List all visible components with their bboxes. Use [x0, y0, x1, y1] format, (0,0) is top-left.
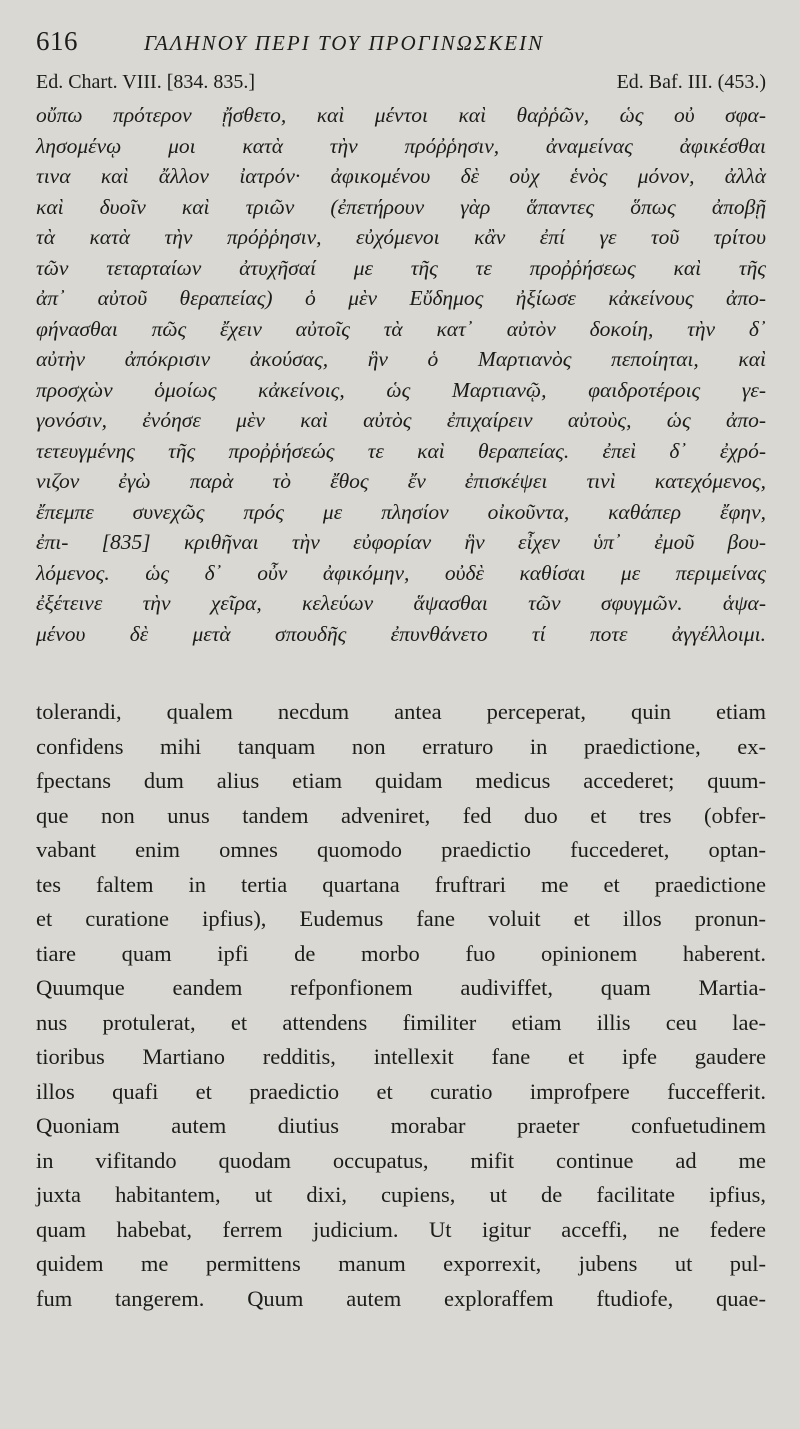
latin-text-line: fum tangerem. Quum autem exploraffem ftudiofe, quae- — [36, 1285, 766, 1311]
edition-reference-right: Ed. Baf. III. (453.) — [616, 71, 766, 93]
latin-text-line: tolerandi, qualem necdum antea perceperat, quin etiam — [36, 699, 766, 724]
greek-text-line: λόμενος. ὡς δ᾿ οὖν ἀφικόμην, οὐδὲ καθίσαι με περιμείνας — [36, 560, 766, 585]
greek-text-line: τινα καὶ ἄλλον ἰατρόν· ἀφικομένου δὲ οὐχ ἑνὸς μόνον, ἀλλὰ — [36, 164, 766, 188]
greek-text-line: ἐξέτεινε τὴν χεῖρα, κελεύων ἅψασθαι τῶν σφυγμῶν. ἁψα- — [36, 591, 766, 615]
latin-text-line: nus protulerat, et attendens fimiliter etiam illis ceu lae- — [36, 1009, 766, 1035]
greek-text-line: ἀπ᾿ αὐτοῦ θεραπείας) ὁ μὲν Εὔδημος ἠξίωσε κἀκείνους ἀπο- — [36, 286, 766, 310]
greek-text-line: φήνασθαι πῶς ἔχειν αὐτοῖς τὰ κατ᾿ αὐτὸν δοκοίη, τὴν δ᾿ — [36, 316, 766, 341]
latin-text-line: juxta habitantem, ut dixi, cupiens, ut de facilitate ipfius, — [36, 1182, 766, 1207]
greek-text-line: ἐπι- [835] κριθῆναι τὴν εὐφορίαν ἣν εἶχεν ὑπ᾿ ἐμοῦ βου- — [36, 530, 766, 554]
greek-text-line: ἔπεμπε συνεχῶς πρός με πλησίον οἰκοῦντα, καθάπερ ἔφην, — [36, 499, 766, 524]
latin-text-line: confidens mihi tanquam non erraturo in praedictione, ex- — [36, 733, 766, 759]
latin-text-line: quidem me permittens manum exporrexit, jubens ut pul- — [36, 1251, 766, 1276]
greek-text-line: τετευγμένης τῆς προῤῥήσεώς τε καὶ θεραπείας. ἐπεὶ δ᾿ ἐχρό- — [36, 438, 766, 463]
greek-text-line: οὔπω πρότερον ᾔσθετο, καὶ μέντοι καὶ θαῤῥῶν, ὡς οὐ σφα- — [36, 103, 766, 127]
latin-text-line: Quumque eandem refponfionem audiviffet, quam Martia- — [36, 975, 766, 1000]
latin-text-line: fpectans dum alius etiam quidam medicus accederet; quum- — [36, 768, 766, 793]
greek-text-line: καὶ δυοῖν καὶ τριῶν (ἐπετήρουν γὰρ ἅπαντες ὅπως ἀποβῇ — [36, 194, 766, 219]
latin-text-line: que non unus tandem adveniret, fed duo et tres (obfer- — [36, 802, 766, 828]
latin-text-line: quam habebat, ferrem judicium. Ut igitur acceffi, ne federe — [36, 1216, 766, 1242]
greek-text-line: προσχὼν ὁμοίως κἀκείνοις, ὡς Μαρτιανῷ, φαιδροτέροις γε- — [36, 377, 766, 402]
latin-text-line: tes faltem in tertia quartana fruftrari me et praedictione — [36, 871, 766, 897]
latin-text-line: tioribus Martiano redditis, intellexit fane et ipfe gaudere — [36, 1044, 766, 1069]
greek-text-line: μένου δὲ μετὰ σπουδῆς ἐπυνθάνετο τί ποτε ἀγγέλλοιμι. — [36, 621, 766, 646]
running-title: ΓΑΛΗΝΟΥ ΠΕΡΙ ΤΟΥ ΠΡΟΓΙΝΩΣΚΕΙΝ — [144, 31, 545, 55]
greek-text-line: αὐτὴν ἀπόκρισιν ἀκούσας, ἣν ὁ Μαρτιανὸς πεποίηται, καὶ — [36, 347, 766, 371]
greek-text-line: νιζον ἐγὼ παρὰ τὸ ἔθος ἔν ἐπισκέψει τινὶ κατεχόμενος, — [36, 469, 766, 493]
running-head — [36, 26, 766, 66]
edition-reference-left: Ed. Chart. VIII. [834. 835.] — [36, 71, 256, 93]
page-number: 616 — [36, 26, 78, 56]
edition-line — [36, 68, 766, 96]
greek-text-line: γονόσιν, ἐνόησε μὲν καὶ αὐτὸς ἐπιχαίρειν αὐτοὺς, ὡς ἀπο- — [36, 408, 766, 432]
latin-text-line: et curatione ipfius), Eudemus fane voluit et illos pronun- — [36, 906, 766, 931]
latin-text-line: tiare quam ipfi de morbo fuo opinionem haberent. — [36, 940, 766, 966]
latin-text-block — [36, 695, 766, 1316]
latin-text-line: illos quafi et praedictio et curatio improfpere fucceffеrit. — [36, 1078, 766, 1104]
greek-text-line: λησομένῳ μοι κατὰ τὴν πρόῤῥησιν, ἀναμείνας ἀφικέσθαι — [36, 133, 766, 158]
greek-text-line: τὰ κατὰ τὴν πρόῤῥησιν, εὐχόμενοι κἂν ἐπί γε τοῦ τρίτου — [36, 225, 766, 249]
greek-text-block — [36, 100, 766, 649]
latin-text-line: Quoniam autem diutius morabar praeter confuetudinem — [36, 1113, 766, 1138]
latin-text-line: in vifitando quodam occupatus, mifit continue ad me — [36, 1147, 766, 1173]
latin-text-line: vabant enim omnes quomodo praedictio fuccederet, optan- — [36, 837, 766, 862]
greek-text-line: τῶν τεταρταίων ἀτυχῆσαί με τῆς τε προῤῥήσεως καὶ τῆς — [36, 255, 766, 280]
